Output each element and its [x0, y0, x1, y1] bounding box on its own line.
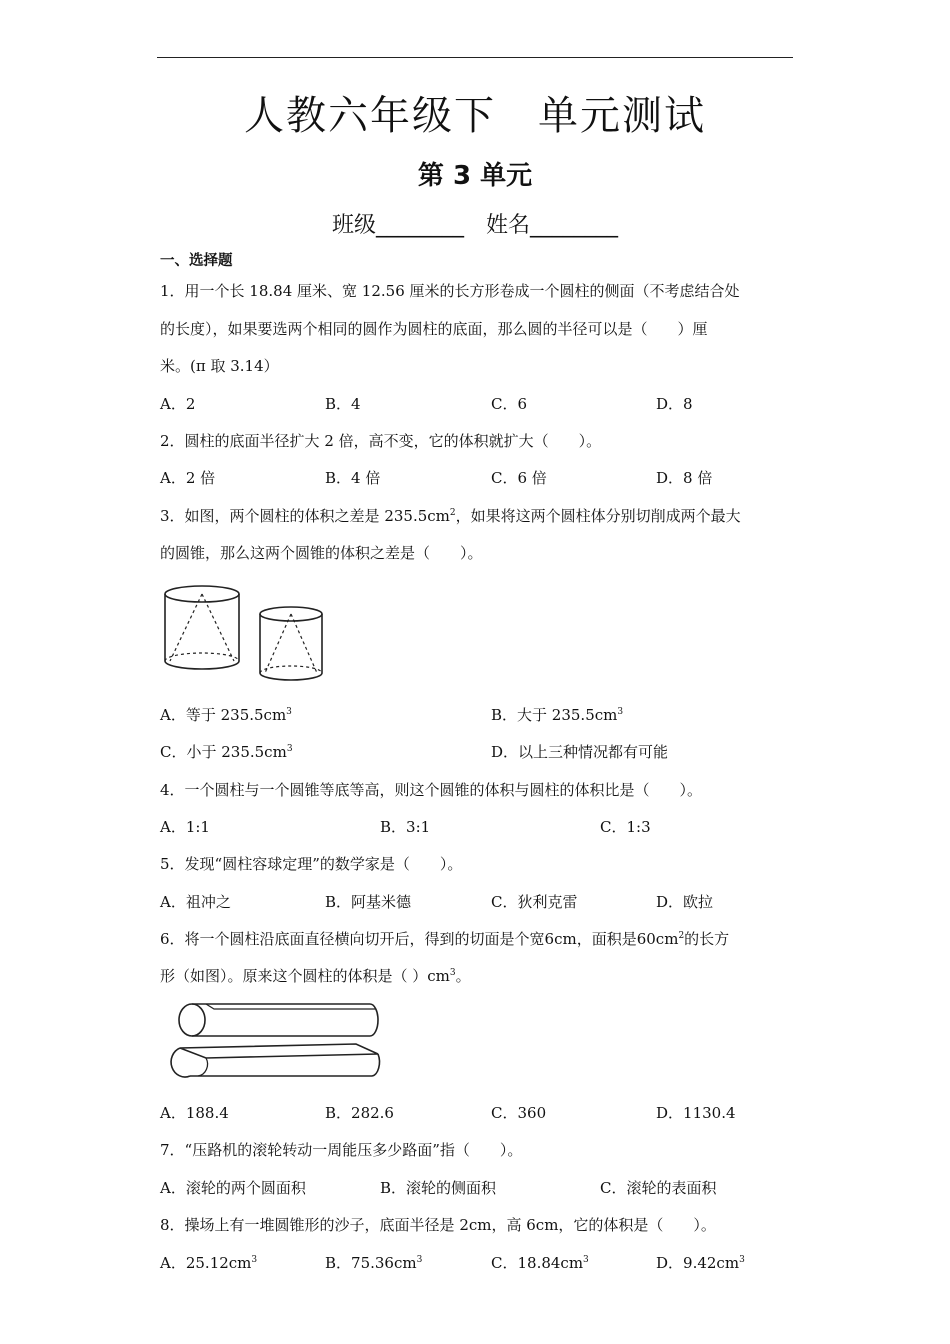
q1-line-3: 米。(π 取 3.14）	[160, 357, 279, 375]
q4-option-c[interactable]: C．1:3	[600, 818, 651, 836]
student-info-line	[0, 208, 950, 239]
q8-option-b[interactable]: B．$75.36cm^3$	[325, 1254, 423, 1272]
q8-option-c[interactable]: C．$18.84cm^3$	[491, 1254, 589, 1272]
page-title: 人教六年级下 单元测试	[244, 93, 706, 139]
q8-option-d[interactable]: D．$9.42cm^3$	[656, 1254, 745, 1272]
q3-line-2: 的圆锥，那么这两个圆锥的体积之差是（ ）。	[160, 544, 483, 562]
two-cylinders-figure	[160, 582, 340, 682]
q3-line-1: 3．如图，两个圆柱的体积之差是 $235.5cm^2$，如果将这两个圆柱体分别切削成两个最大	[160, 507, 741, 525]
q2-option-d[interactable]: D．8 倍	[656, 469, 713, 487]
q8-option-a[interactable]: A．$25.12cm^3$	[160, 1254, 258, 1272]
q5-option-d[interactable]: D．欧拉	[656, 893, 714, 911]
top-rule	[157, 57, 793, 58]
q5-option-b[interactable]: B．阿基米德	[325, 893, 412, 911]
q2-option-c[interactable]: C．6 倍	[491, 469, 547, 487]
q7-line-1: 7．“压路机的滚轮转动一周能压多少路面”指（ ）。	[160, 1141, 523, 1159]
q3-option-b[interactable]: B．大于 $235.5cm^3$	[491, 706, 624, 724]
section-title: 一、选择题	[160, 253, 233, 269]
name-field[interactable]: 姓名________	[486, 213, 619, 238]
q1-line-1: 1．用一个长 18.84 厘米、宽 12.56 厘米的长方形卷成一个圆柱的侧面（不考虑结合处	[160, 282, 740, 300]
cylinder-lower-half	[171, 1044, 379, 1077]
q1-option-b[interactable]: B．4	[325, 395, 361, 413]
q5-line-1: 5．发现“圆柱容球定理”的数学家是（ ）。	[160, 855, 463, 873]
q1-option-a[interactable]: A．2	[160, 395, 196, 413]
cylinder-upper-half	[179, 1004, 378, 1036]
q5-option-c[interactable]: C．狄利克雷	[491, 893, 578, 911]
q1-option-d[interactable]: D．8	[656, 395, 693, 413]
q2-option-b[interactable]: B．4 倍	[325, 469, 381, 487]
class-field[interactable]: 班级________	[331, 213, 464, 238]
q3-option-c[interactable]: C．小于 $235.5cm^3$	[160, 743, 293, 761]
q7-option-c[interactable]: C．滚轮的表面积	[600, 1179, 717, 1197]
q1-option-c[interactable]: C．6	[491, 395, 528, 413]
q3-option-a[interactable]: A．等于 $235.5cm^3$	[160, 706, 292, 724]
q6-line-1: 6．将一个圆柱沿底面直径横向切开后，得到的切面是个宽6cm，面积是$60cm^2$的长方	[160, 930, 730, 948]
q6-line-2: 形（如图）。原来这个圆柱的体积是（ ）$cm^3$。	[160, 967, 471, 985]
q5-option-a[interactable]: A．祖冲之	[160, 893, 231, 911]
q7-option-a[interactable]: A．滚轮的两个圆面积	[160, 1179, 306, 1197]
q4-line-1: 4．一个圆柱与一个圆锥等底等高，则这个圆锥的体积与圆柱的体积比是（ ）。	[160, 781, 703, 799]
q6-option-d[interactable]: D．1130.4	[656, 1104, 736, 1122]
q6-option-a[interactable]: A．188.4	[160, 1104, 229, 1122]
q1-line-2: 的长度），如果要选两个相同的圆作为圆柱的底面，那么圆的半径可以是（ ）厘	[160, 320, 708, 338]
q8-line-1: 8．操场上有一堆圆锥形的沙子，底面半径是 2cm，高 6cm，它的体积是（ ）。	[160, 1216, 716, 1234]
q6-option-c[interactable]: C．360	[491, 1104, 547, 1122]
q2-line-1: 2．圆柱的底面半径扩大 2 倍，高不变，它的体积就扩大（ ）。	[160, 432, 602, 450]
q6-option-b[interactable]: B．282.6	[325, 1104, 394, 1122]
unit-subtitle: 第 3 单元	[417, 161, 533, 191]
small-cylinder	[260, 607, 322, 680]
large-cylinder	[165, 586, 239, 669]
q7-option-b[interactable]: B．滚轮的侧面积	[380, 1179, 497, 1197]
q3-option-d[interactable]: D．以上三种情况都有可能	[491, 743, 669, 761]
cut-cylinder-figure	[176, 1000, 382, 1086]
q4-option-a[interactable]: A．1:1	[160, 818, 210, 836]
q2-option-a[interactable]: A．2 倍	[160, 469, 216, 487]
q4-option-b[interactable]: B．3:1	[380, 818, 431, 836]
